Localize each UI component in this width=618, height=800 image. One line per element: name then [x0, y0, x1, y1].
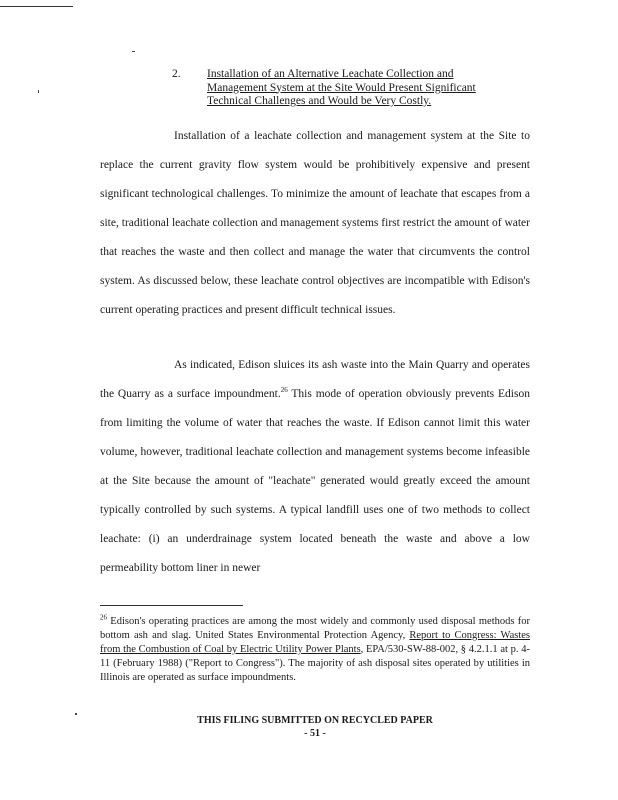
- footnote-divider: [100, 605, 243, 606]
- paragraph-2-text-a: As indicated, Edison sluices its ash waste into the Main Quarry and operates the Quarry as a surface impoundment.: [100, 359, 530, 401]
- footnote-reference: 26: [280, 386, 288, 395]
- footnote-cited-title: Report to Congress: Wastes from the Combustion of Coal by Electric Utility Power Plants: [100, 630, 530, 655]
- scan-speck: [132, 51, 135, 52]
- page-footer: [100, 714, 530, 740]
- section-title: Installation of an Alternative Leachate Collection and Management System at the Site Would Present Significant Technical Challenges and Would be Very Costly.: [207, 68, 476, 107]
- recycled-paper-notice: THIS FILING SUBMITTED ON RECYCLED PAPER: [197, 715, 433, 726]
- paragraph-1-text: Installation of a leachate collection and management system at the Site to replace the current gravity flow system would be prohibitively expensive and present significant technological challenges. To minimize the amount of leachate that escapes from a site, traditional leachate collection and management systems first restrict the amount of water that reaches the waste and then collect and manage the water that circumvents the control system. As discussed below, these leachate control objectives are incompatible with Edison's current operating practices and present difficult technical issues.: [100, 130, 530, 317]
- footnote: [100, 615, 530, 685]
- scan-speck: [75, 713, 77, 715]
- footnote-text-b: , EPA/530-SW-88-002, § 4.2.1.1 at p. 4-11 (February 1988) ("Report to Congress"). The majority of ash disposal sites operated by utilities in Illinois are operated as surface impoundments.: [100, 644, 530, 683]
- footnote-number: 26: [100, 613, 107, 622]
- paragraph-1: [100, 122, 530, 325]
- paragraph-2-text-b: This mode of operation obviously prevents Edison from limiting the volume of water that reaches the waste. If Edison cannot limit this water volume, however, traditional leachate collection and management systems become infeasible at the Site because the amount of "leachate" generated would greatly exceed the amount typically controlled by such systems. A typical landfill uses one of two methods to collect leachate: (i) an underdrainage system located beneath the waste and above a low permeability bottom liner in newer: [100, 388, 530, 575]
- footnote-text-a: Edison's operating practices are among the most widely and commonly used disposal methods for bottom ash and slag. United States Environmental Protection Agency,: [100, 616, 530, 641]
- page-number: - 51 -: [304, 728, 326, 739]
- scan-speck: [38, 90, 39, 93]
- paragraph-2-text: [100, 351, 530, 583]
- paragraph-2: [100, 351, 530, 583]
- section-number: 2.: [172, 68, 181, 80]
- top-rule: [0, 6, 73, 7]
